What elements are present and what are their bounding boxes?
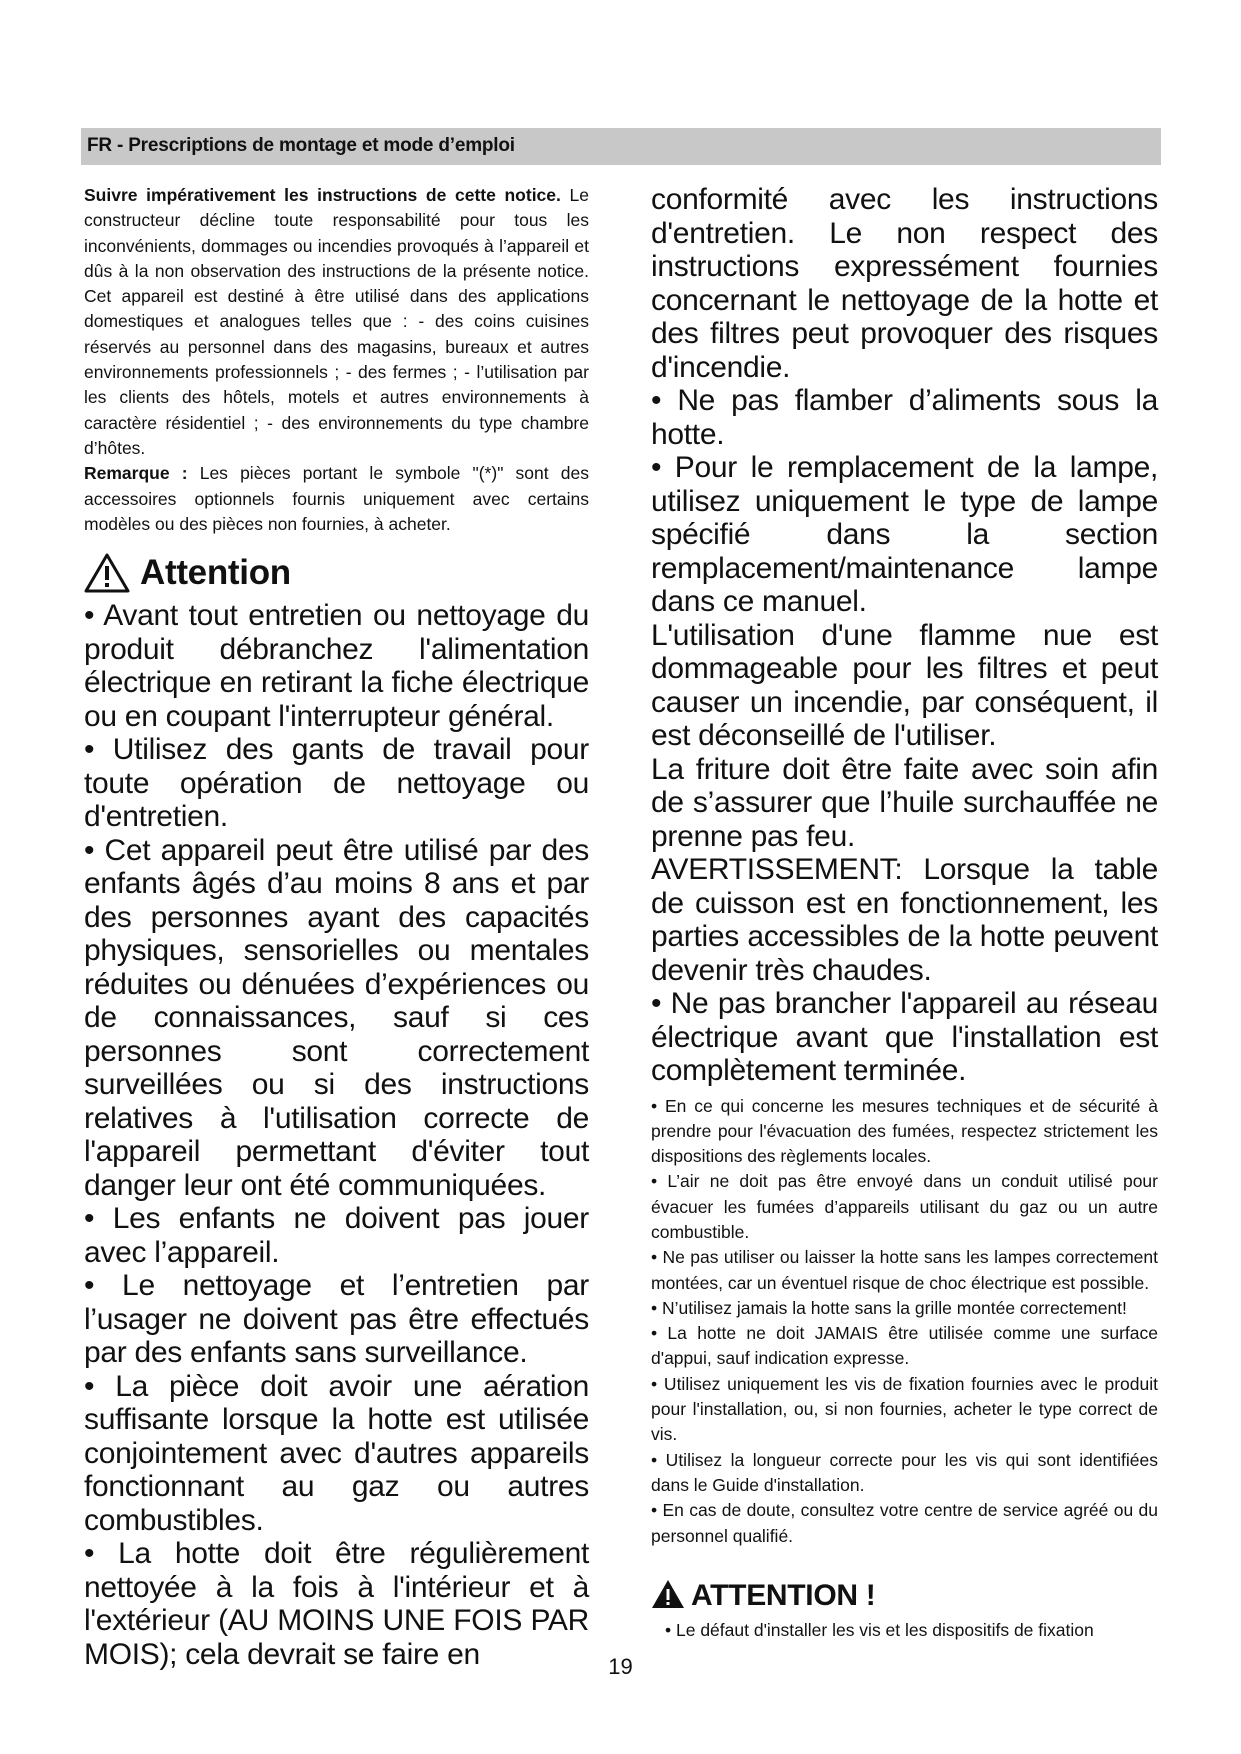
safety-note: • En cas de doute, consultez votre centre de service agréé ou du personnel qualifié.	[651, 1500, 1158, 1546]
safety-note: • Utilisez uniquement les vis de fixation fournies avec le produit pour l'installation, ou, si non fournies, acheter le type correct de vis.	[651, 1373, 1158, 1445]
safety-note: • L’air ne doit pas être envoyé dans un conduit utilisé pour évacuer les fumées d’appareils utilisant du gaz ou un autre combustible.	[651, 1171, 1158, 1242]
remark-text: Les pièces portant le symbole "(*)" sont des accessoires optionnels fournis uniquement avec certains modèles ou des pièces non fournies, à acheter.	[84, 463, 589, 534]
attention-item: • Utilisez des gants de travail pour toute opération de nettoyage ou d'entretien.	[84, 733, 589, 834]
attention-item: conformité avec les instructions d'entretien. Le non respect des instructions expressément fournies concernant le nettoyage de la hotte et des filtres peut provoquer des risques d'incendie.	[651, 183, 1158, 384]
attention-item: L'utilisation d'une flamme nue est dommageable pour les filtres et peut causer un incendie, par conséquent, il est déconseillé de l'utiliser.	[651, 618, 1158, 752]
attention-item: • La hotte doit être régulièrement nettoyée à la fois à l'intérieur et à l'extérieur (AU MOINS UNE FOIS PAR MOIS); cela devrait se faire en	[84, 1537, 589, 1671]
attention2-heading	[651, 1579, 1158, 1614]
attention2-line: • Le défaut d'installer les vis et les dispositifs de fixation	[665, 1619, 1094, 1640]
attention-item: • Le nettoyage et l’entretien par l’usager ne doivent pas être effectués par des enfants sans surveillance.	[84, 1269, 589, 1370]
right-column	[651, 183, 1158, 1643]
safety-note: • Ne pas utiliser ou laisser la hotte sans les lampes correctement montées, car un éventuel risque de choc électrique est possible.	[651, 1247, 1158, 1293]
attention-item: • Cet appareil peut être utilisé par des enfants âgés d’au moins 8 ans et par des personnes ayant des capacités physiques, sensorielles ou mentales réduites ou dénuées d’expériences ou de connaissances, sauf si ces personnes sont correctement surveillées ou si des instructions relatives à l'utilisation correcte de l'appareil permettant d'éviter tout danger leur ont été communiquées.	[84, 833, 589, 1202]
attention-item: • Ne pas flamber d’aliments sous la hotte.	[651, 384, 1158, 451]
attention2-title: ATTENTION !	[691, 1579, 876, 1613]
intro-lead: Suivre impérativement les instructions de cette notice.	[84, 185, 561, 205]
intro-paragraph	[84, 183, 589, 461]
remark-paragraph	[84, 461, 589, 537]
attention-heading	[84, 553, 589, 593]
intro-text: Le constructeur décline toute responsabilité pour tous les inconvénients, dommages ou incendies provoqués à l’appareil et dûs à la non observation des instructions de la présente notice. Cet appareil est destiné à être utilisé dans des applications domestiques et analogues telles que : - des coins cuisines réservés au personnel dans des magasins, bureaux et autres environnements professionnels ; - des fermes ; - l’utilisation par les clients des hôtels, motels et autres environnements à caractère résidentiel ; - des environnements du type chambre d’hôtes.	[84, 185, 590, 458]
safety-note: • N’utilisez jamais la hotte sans la grille montée correctement!	[651, 1297, 1127, 1318]
remark-label: Remarque :	[84, 463, 188, 484]
attention-item: AVERTISSEMENT: Lorsque la table de cuisson est en fonctionnement, les parties accessibles de la hotte peuvent devenir très chaudes.	[651, 853, 1158, 987]
attention-item: La friture doit être faite avec soin afin de s’assurer que l’huile surchauffée ne prenne pas feu.	[651, 752, 1158, 853]
safety-note: • En ce qui concerne les mesures techniques et de sécurité à prendre pour l'évacuation des fumées, respectez strictement les dispositions des règlements locales.	[651, 1095, 1158, 1167]
attention-item: • Pour le remplacement de la lampe, utilisez uniquement le type de lampe spécifié dans la section remplacement/maintenance lampe dans ce manuel.	[651, 451, 1158, 618]
attention-item: • La pièce doit avoir une aération suffisante lorsque la hotte est utilisée conjointement avec d'autres appareils fonctionnant au gaz ou autres combustibles.	[84, 1369, 589, 1537]
safety-note: • La hotte ne doit JAMAIS être utilisée comme une surface d'appui, sauf indication expresse.	[651, 1323, 1158, 1369]
warning-triangle-icon	[84, 553, 130, 593]
attention-item: • Ne pas brancher l'appareil au réseau électrique avant que l'installation est complètement terminée.	[651, 987, 1158, 1087]
section-header	[81, 128, 1161, 165]
attention-item: • Avant tout entretien ou nettoyage du produit débranchez l'alimentation électrique en retirant la fiche électrique ou en coupant l'interrupteur général.	[84, 599, 589, 733]
warning-filled-icon	[651, 1579, 685, 1614]
attention-title: Attention	[140, 553, 291, 593]
attention-left-list	[84, 599, 589, 1671]
safety-notes-list	[651, 1094, 1158, 1549]
left-column	[84, 183, 589, 1671]
safety-note: • Utilisez la longueur correcte pour les vis qui sont identifiées dans le Guide d'installation.	[651, 1449, 1158, 1495]
attention-item: • Les enfants ne doivent pas jouer avec l’appareil.	[84, 1202, 589, 1269]
page-number: 19	[608, 1654, 633, 1679]
section-title: FR - Prescriptions de montage et mode d’emploi	[87, 135, 515, 156]
